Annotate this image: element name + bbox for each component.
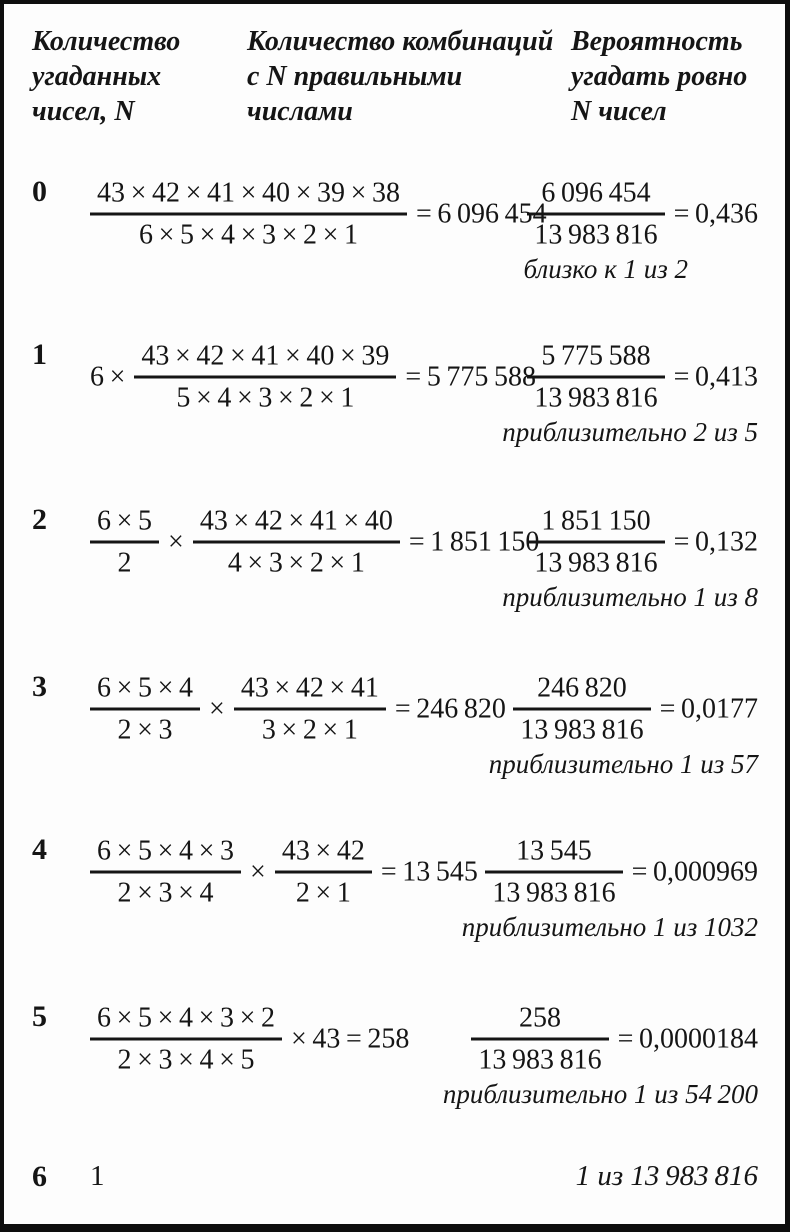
formula-text: 6 × <box>90 361 126 393</box>
probability-result: = 0,132 <box>673 526 758 558</box>
fraction-denominator: 13 983 816 <box>534 382 658 414</box>
probability-formula <box>527 340 758 415</box>
fraction <box>90 835 241 910</box>
combination-formula <box>90 340 536 415</box>
probability-result: = 0,000969 <box>631 856 758 888</box>
probability-formula <box>527 177 758 252</box>
probability-formula <box>527 505 758 580</box>
fraction-denominator: 2 × 3 × 4 <box>117 877 214 909</box>
header-line: чисел, N <box>32 96 135 127</box>
fraction <box>90 1002 282 1077</box>
fraction <box>90 505 159 580</box>
fraction-numerator: 258 <box>471 1002 608 1041</box>
fraction <box>193 505 400 580</box>
row6-combinations-value: 1 <box>90 1160 105 1192</box>
fraction <box>234 672 386 747</box>
fraction-denominator: 5 × 4 × 3 × 2 × 1 <box>176 382 355 414</box>
header-line: Количество комбинаций <box>247 26 554 57</box>
formula-text: = 6 096 454 <box>416 198 547 230</box>
fraction-numerator: 6 × 5 <box>90 505 159 544</box>
header-col-probability <box>571 24 747 129</box>
probability-formula <box>471 1002 758 1077</box>
combination-formula <box>90 672 506 747</box>
fraction <box>485 835 622 910</box>
fraction-numerator: 13 545 <box>485 835 622 874</box>
fraction <box>527 177 664 252</box>
formula-text: = 246 820 <box>394 693 506 725</box>
fraction-denominator: 13 983 816 <box>534 219 658 251</box>
header-line: с N правильными <box>247 61 463 92</box>
fraction <box>527 340 664 415</box>
fraction <box>513 672 650 747</box>
row-n-label: 6 <box>32 1160 47 1193</box>
probability-note: приблизительно 2 из 5 <box>502 417 758 447</box>
header-line: Вероятность <box>571 26 743 57</box>
fraction-numerator: 1 851 150 <box>527 505 664 544</box>
fraction <box>90 177 407 252</box>
probability-formula <box>513 672 758 747</box>
formula-text: × <box>209 693 225 725</box>
fraction-numerator: 6 × 5 × 4 × 3 <box>90 835 241 874</box>
probability-result: = 0,436 <box>673 198 758 230</box>
probability-note: близко к 1 из 2 <box>523 254 688 284</box>
formula-text: = 5 775 588 <box>405 361 537 393</box>
probability-result: = 0,0177 <box>659 693 758 725</box>
header-line: угадать ровно <box>571 61 748 92</box>
fraction <box>90 672 200 747</box>
formula-text: × 43 = 258 <box>291 1023 410 1055</box>
header-line: числами <box>247 96 353 127</box>
header-line: Количество <box>32 26 181 57</box>
probability-note: приблизительно 1 из 54 200 <box>442 1079 758 1109</box>
row6-probability-value: 1 из 13 983 816 <box>575 1160 758 1192</box>
fraction-numerator: 43 × 42 × 41 × 40 × 39 <box>134 340 396 379</box>
fraction <box>275 835 372 910</box>
row-n-label: 1 <box>32 338 47 371</box>
row-n-label: 3 <box>32 670 47 703</box>
fraction-denominator: 13 983 816 <box>534 547 658 579</box>
fraction-numerator: 6 096 454 <box>527 177 664 216</box>
row-n-label: 2 <box>32 503 47 536</box>
formula-text: × <box>168 526 184 558</box>
probability-result: = 0,0000184 <box>617 1023 758 1055</box>
header-col-guessed-numbers <box>32 24 180 129</box>
fraction-numerator: 5 775 588 <box>527 340 664 379</box>
fraction <box>134 340 396 415</box>
fraction-numerator: 43 × 42 × 41 × 40 × 39 × 38 <box>90 177 407 216</box>
fraction-denominator: 13 983 816 <box>520 714 644 746</box>
formula-text: = 1 851 150 <box>408 526 540 558</box>
row-n-label: 4 <box>32 833 47 866</box>
fraction-numerator: 43 × 42 × 41 <box>234 672 386 711</box>
row-n-label: 0 <box>32 175 47 208</box>
fraction-numerator: 246 820 <box>513 672 650 711</box>
fraction-denominator: 2 × 1 <box>295 877 351 909</box>
header-line: N чисел <box>571 96 667 127</box>
probability-formula <box>485 835 758 910</box>
fraction-numerator: 43 × 42 <box>275 835 372 874</box>
combination-formula <box>90 505 539 580</box>
fraction-numerator: 6 × 5 × 4 × 3 × 2 <box>90 1002 282 1041</box>
fraction-denominator: 2 <box>117 547 132 579</box>
probability-note: приблизительно 1 из 57 <box>488 749 758 779</box>
combination-formula <box>90 835 478 910</box>
probability-note: приблизительно 1 из 1032 <box>461 912 758 942</box>
combination-formula <box>90 1002 409 1077</box>
fraction-denominator: 6 × 5 × 4 × 3 × 2 × 1 <box>139 219 359 251</box>
fraction-denominator: 3 × 2 × 1 <box>261 714 358 746</box>
row-n-label: 5 <box>32 1000 47 1033</box>
probability-note: приблизительно 1 из 8 <box>502 582 758 612</box>
header-col-combinations <box>247 24 553 129</box>
probability-result: = 0,413 <box>673 361 758 393</box>
fraction-numerator: 43 × 42 × 41 × 40 <box>193 505 400 544</box>
fraction-denominator: 13 983 816 <box>478 1044 602 1076</box>
fraction-denominator: 4 × 3 × 2 × 1 <box>227 547 365 579</box>
fraction-numerator: 6 × 5 × 4 <box>90 672 200 711</box>
fraction-denominator: 2 × 3 <box>117 714 173 746</box>
header-line: угаданных <box>32 61 162 92</box>
combination-formula <box>90 177 547 252</box>
fraction-denominator: 2 × 3 × 4 × 5 <box>117 1044 255 1076</box>
formula-text: × <box>250 856 266 888</box>
fraction-denominator: 13 983 816 <box>492 877 616 909</box>
formula-text: = 13 545 <box>380 856 478 888</box>
fraction <box>471 1002 608 1077</box>
fraction <box>527 505 664 580</box>
